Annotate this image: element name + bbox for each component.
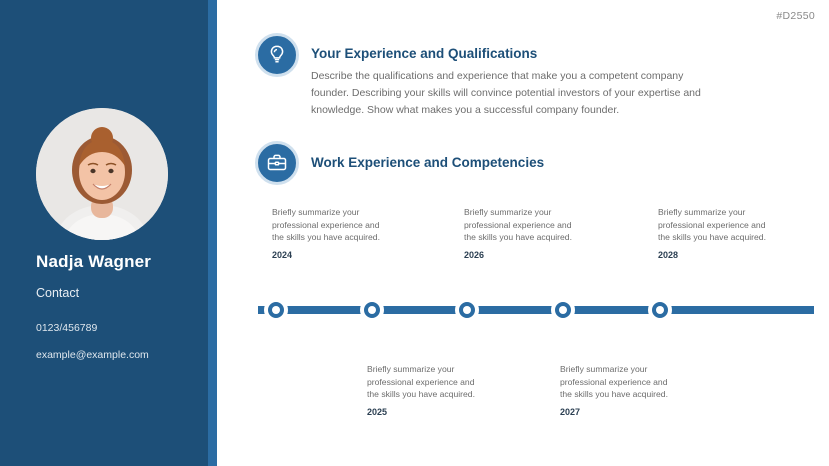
profile-phone: 0123/456789: [36, 322, 98, 334]
section-title-experience: Your Experience and Qualifications: [311, 46, 538, 61]
timeline-entry-text-4: Briefly summarize your professional experience and the skills you have acquired.: [560, 364, 668, 400]
node-inner-dot: [559, 306, 567, 314]
section-body-experience: Describe the qualifications and experience that make you a competent company founder. Describing your skills will convince potential investors of your expertise and knowledge. Show what makes you a successful company founder.: [311, 70, 701, 116]
briefcase-icon: [255, 141, 299, 185]
timeline-node-1[interactable]: [264, 298, 288, 322]
profile-name: Nadja Wagner: [36, 252, 152, 271]
node-inner-dot: [656, 306, 664, 314]
node-inner-dot: [272, 306, 280, 314]
timeline-entry-text-2: Briefly summarize your professional experience and the skills you have acquired.: [367, 364, 475, 400]
node-inner-dot: [463, 306, 471, 314]
timeline-entry-text-3: Briefly summarize your professional experience and the skills you have acquired.: [464, 207, 572, 243]
timeline-entry-year-4: 2027: [560, 407, 581, 417]
portrait-photo-icon: [36, 108, 168, 240]
timeline-entry-year-1: 2024: [272, 250, 293, 260]
node-inner-dot: [368, 306, 376, 314]
timeline-entry-year-2: 2025: [367, 407, 388, 417]
timeline-node-5[interactable]: [648, 298, 672, 322]
timeline-entry-text-5: Briefly summarize your professional experience and the skills you have acquired.: [658, 207, 766, 243]
contact-label: Contact: [36, 286, 80, 300]
profile-email: example@example.com: [36, 349, 149, 361]
timeline-node-2[interactable]: [360, 298, 384, 322]
timeline-entry-text-1: Briefly summarize your professional experience and the skills you have acquired.: [272, 207, 380, 243]
lightbulb-idea-icon: [255, 33, 299, 77]
timeline-entry-year-5: 2028: [658, 250, 679, 260]
timeline-node-4[interactable]: [551, 298, 575, 322]
timeline-axis: [258, 306, 814, 314]
timeline-entry-year-3: 2026: [464, 250, 485, 260]
document-code: #D2550: [776, 10, 815, 22]
section-title-work-experience: Work Experience and Competencies: [311, 155, 545, 170]
sidebar-accent-stripe: [208, 0, 217, 466]
avatar: [36, 108, 168, 240]
timeline-node-3[interactable]: [455, 298, 479, 322]
